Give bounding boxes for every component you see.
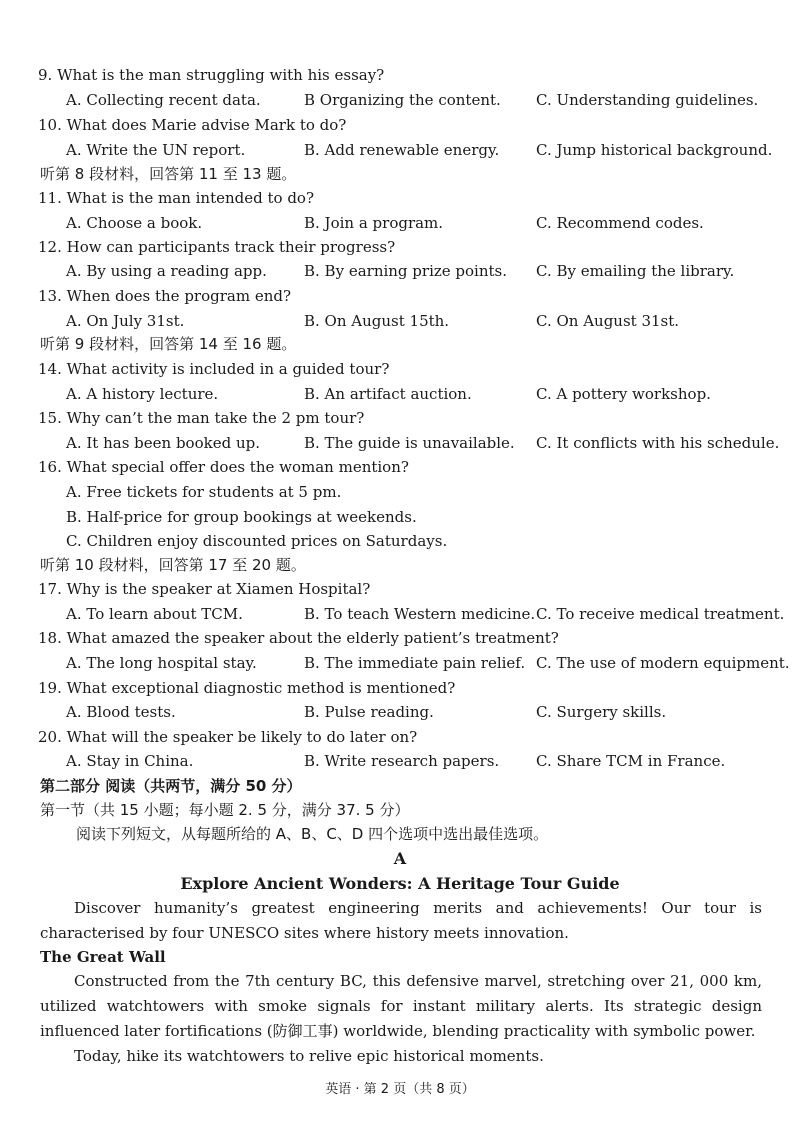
option-c: C. Understanding guidelines. [536, 91, 759, 109]
passage-letter-line [0, 847, 800, 871]
passage-title: Explore Ancient Wonders: A Heritage Tour Guide [180, 874, 620, 893]
question-14-options [0, 382, 800, 406]
question-16-option-c [0, 529, 800, 553]
question-11 [0, 186, 800, 210]
option-c: C. Children enjoy discounted prices on Saturdays. [66, 532, 448, 550]
passage-letter: A [393, 849, 407, 868]
option-b: B. Join a program. [304, 214, 444, 232]
question-stem: 9. What is the man struggling with his essay? [38, 66, 385, 84]
question-stem: 11. What is the man intended to do? [38, 189, 315, 207]
section-heading-8 [0, 162, 800, 186]
passage-intro: Discover humanity’s greatest engineering merits and achievements! Our tour is characterised by four UNESCO sites where history meets innovation. [40, 899, 762, 942]
option-b: B. By earning prize points. [304, 262, 508, 280]
question-11-options [0, 211, 800, 235]
question-12-options [0, 259, 800, 283]
section-text: 听第 9 段材料，回答第 14 至 16 题。 [40, 335, 297, 353]
question-stem: 14. What activity is included in a guided tour? [38, 360, 390, 378]
option-c: C. The use of modern equipment. [536, 654, 790, 672]
option-b: B. On August 15th. [304, 312, 450, 330]
question-9 [0, 63, 800, 87]
option-b: B. To teach Western medicine. [304, 605, 536, 623]
question-17 [0, 577, 800, 601]
option-c: C. Share TCM in France. [536, 752, 726, 770]
question-stem: 19. What exceptional diagnostic method is mentioned? [38, 679, 456, 697]
section-heading-10 [0, 553, 800, 577]
option-c: C. To receive medical treatment. [536, 605, 785, 623]
option-c: C. By emailing the library. [536, 262, 735, 280]
question-15 [0, 406, 800, 430]
question-stem: 20. What will the speaker be likely to do later on? [38, 728, 418, 746]
option-b: B. Write research papers. [304, 752, 500, 770]
question-19-options [0, 700, 800, 724]
page-footer: 英语 · 第 2 页（共 8 页） [325, 1082, 475, 1097]
part-two-heading [0, 774, 800, 798]
question-13 [0, 284, 800, 308]
question-stem: 12. How can participants track their progress? [38, 238, 396, 256]
option-a: A. Blood tests. [66, 703, 176, 721]
question-stem: 15. Why can’t the man take the 2 pm tour? [38, 409, 365, 427]
reading-instruction [0, 822, 800, 846]
option-b: B. An artifact auction. [304, 385, 472, 403]
question-stem: 17. Why is the speaker at Xiamen Hospital? [38, 580, 371, 598]
passage-subhead: The Great Wall [40, 948, 166, 966]
option-c: C. Surgery skills. [536, 703, 667, 721]
option-b: B Organizing the content. [304, 91, 501, 109]
option-c: C. On August 31st. [536, 312, 680, 330]
question-16-option-b [0, 505, 800, 529]
option-a: A. To learn about TCM. [66, 605, 243, 623]
passage-paragraph-2: Today, hike its watchtowers to relive epic historical moments. [74, 1047, 544, 1065]
passage-title-line [0, 872, 800, 896]
option-a: A. The long hospital stay. [66, 654, 257, 672]
question-stem: 13. When does the program end? [38, 287, 292, 305]
question-17-options [0, 602, 800, 626]
question-12 [0, 235, 800, 259]
question-stem: 16. What special offer does the woman mention? [38, 458, 409, 476]
option-c: C. Recommend codes. [536, 214, 704, 232]
option-a: A. Stay in China. [66, 752, 194, 770]
question-14 [0, 357, 800, 381]
question-19 [0, 676, 800, 700]
part-two-text: 第二部分 阅读（共两节，满分 50 分） [40, 777, 302, 795]
option-b: B. The immediate pain relief. [304, 654, 526, 672]
question-10-options [0, 138, 800, 162]
option-a: A. On July 31st. [66, 312, 185, 330]
option-a: A. Write the UN report. [66, 141, 246, 159]
option-b: B. Pulse reading. [304, 703, 434, 721]
question-16-option-a [0, 480, 800, 504]
option-b: B. The guide is unavailable. [304, 434, 515, 452]
section-heading-9 [0, 332, 800, 356]
section-one-text: 第一节（共 15 小题；每小题 2. 5 分，满分 37. 5 分） [40, 801, 410, 819]
question-18-options [0, 651, 800, 675]
option-a: A. Collecting recent data. [66, 91, 261, 109]
option-a: A. Choose a book. [66, 214, 203, 232]
option-a: A. Free tickets for students at 5 pm. [66, 483, 342, 501]
question-9-options [0, 88, 800, 112]
question-13-options [0, 309, 800, 333]
section-text: 听第 10 段材料，回答第 17 至 20 题。 [40, 556, 306, 574]
question-stem: 10. What does Marie advise Mark to do? [38, 116, 347, 134]
option-a: A. By using a reading app. [66, 262, 267, 280]
option-c: C. It conflicts with his schedule. [536, 434, 780, 452]
option-b: B. Add renewable energy. [304, 141, 500, 159]
question-18 [0, 626, 800, 650]
option-a: A. A history lecture. [66, 385, 219, 403]
question-20 [0, 725, 800, 749]
option-b: B. Half-price for group bookings at weekends. [66, 508, 417, 526]
question-stem: 18. What amazed the speaker about the elderly patient’s treatment? [38, 629, 559, 647]
section-text: 听第 8 段材料，回答第 11 至 13 题。 [40, 165, 297, 183]
question-16 [0, 455, 800, 479]
section-one-heading [0, 798, 800, 822]
instruction-text: 阅读下列短文，从每题所给的 A、B、C、D 四个选项中选出最佳选项。 [76, 825, 549, 843]
option-c: C. Jump historical background. [536, 141, 773, 159]
subhead-line [0, 945, 800, 969]
option-a: A. It has been booked up. [66, 434, 260, 452]
question-15-options [0, 431, 800, 455]
option-c: C. A pottery workshop. [536, 385, 711, 403]
question-20-options [0, 749, 800, 773]
passage-paragraph-1: Constructed from the 7th century BC, this defensive marvel, stretching over 21, 000 km, utilized watchtowers with smoke signals for instant military alerts. Its strategic design influenced later fortifications (防御工事) worldwide, blending practicality with symbolic power. [40, 972, 762, 1040]
question-10 [0, 113, 800, 137]
